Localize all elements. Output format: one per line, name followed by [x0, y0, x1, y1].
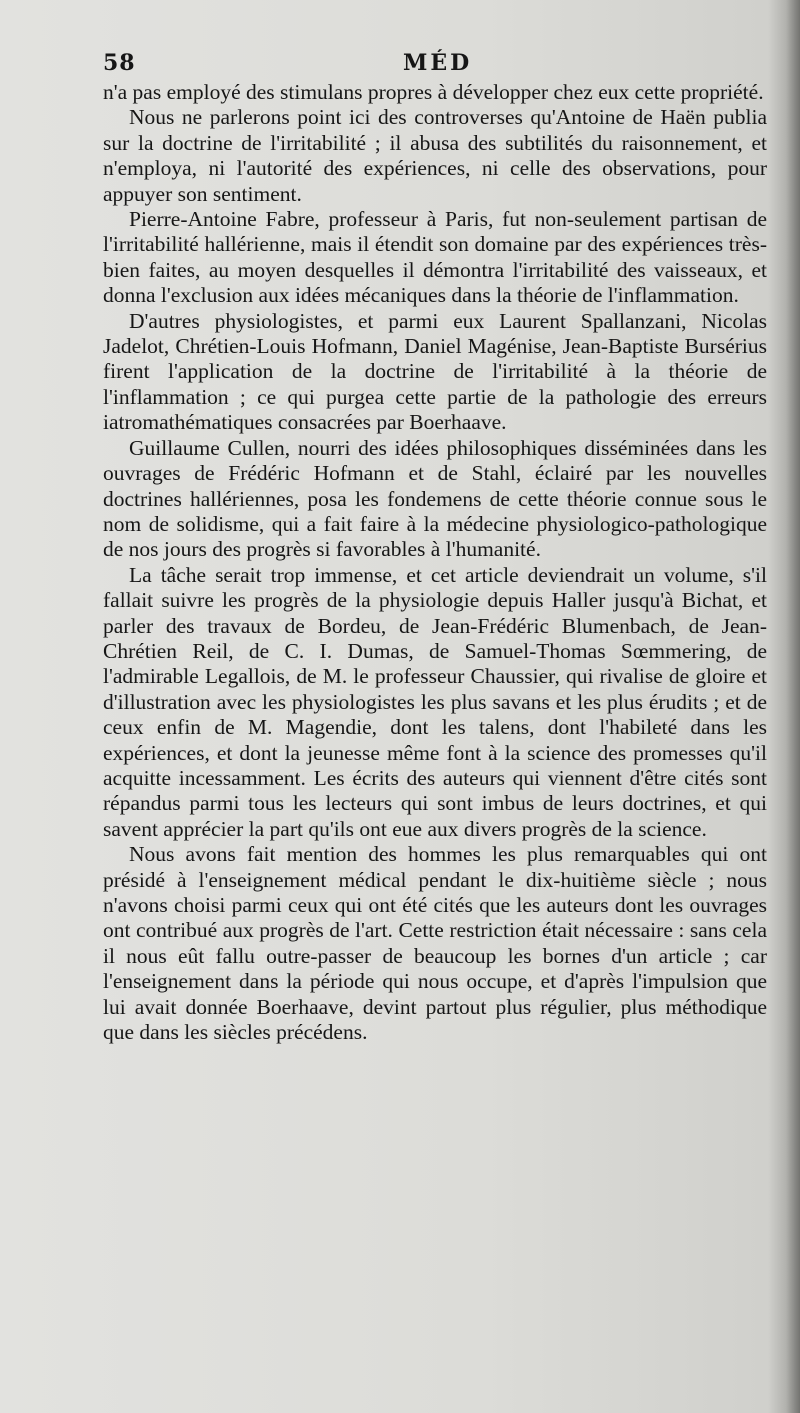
body-text: [103, 80, 767, 1045]
paragraph: Nous ne parlerons point ici des controverses qu'Antoine de Haën publia sur la doctrine de l'irritabilité ; il abusa des subtilités du raisonnement, et n'employa, ni l'autorité des expériences, ni celle des observations, pour appuyer son sentiment.: [103, 105, 767, 206]
page-number: 58: [103, 50, 136, 76]
paragraph: D'autres physiologistes, et parmi eux Laurent Spallanzani, Nicolas Jadelot, Chrétien-Louis Hofmann, Daniel Magénise, Jean-Baptiste Bursérius firent l'application de la doctrine de l'irritabilité à la théorie de l'inflammation ; ce qui purgea cette partie de la pathologie des erreurs iatromathématiques consacrées par Boerhaave.: [103, 308, 767, 435]
running-head: MÉD: [403, 50, 473, 76]
page-header: [103, 50, 768, 82]
paragraph: Nous avons fait mention des hommes les plus remarquables qui ont présidé à l'enseignement médical pendant le dix-huitième siècle ; nous n'avons choisi parmi ceux qui ont été cités que les auteurs dont les ouvrages ont contribué aux progrès de l'art. Cette restriction était nécessaire : sans cela il nous eût fallu outre-passer de beaucoup les bornes d'un article ; car l'enseignement dans la période qui nous occupe, et d'après l'impulsion que lui avait donnée Boerhaave, devint partout plus régulier, plus méthodique que dans les siècles précédens.: [103, 842, 767, 1045]
paragraph: Guillaume Cullen, nourri des idées philosophiques disséminées dans les ouvrages de Frédéric Hofmann et de Stahl, éclairé par les nouvelles doctrines hallériennes, posa les fondemens de cette théorie connue sous le nom de solidisme, qui a fait faire à la médecine physiologico-pathologique de nos jours des progrès si favorables à l'humanité.: [103, 435, 767, 562]
paragraph: n'a pas employé des stimulans propres à développer chez eux cette propriété.: [103, 80, 764, 104]
page-edge-shadow: [786, 0, 800, 1413]
paragraph: Pierre-Antoine Fabre, professeur à Paris, fut non-seulement partisan de l'irritabilité hallérienne, mais il étendit son domaine par des expériences très-bien faites, au moyen desquelles il démontra l'irritabilité des vaisseaux, et donna l'exclusion aux idées mécaniques dans la théorie de l'inflammation.: [103, 207, 767, 308]
paragraph: La tâche serait trop immense, et cet article deviendrait un volume, s'il fallait suivre les progrès de la physiologie depuis Haller jusqu'à Bichat, et parler des travaux de Bordeu, de Jean-Frédéric Blumenbach, de Jean-Chrétien Reil, de C. I. Dumas, de Samuel-Thomas Sœmmering, de l'admirable Legallois, de M. le professeur Chaussier, qui rivalise de gloire et d'illustration avec les physiologistes les plus savans et les plus érudits ; et de ceux enfin de M. Magendie, dont les talens, dont l'habileté dans les expériences, et dont la jeunesse même font à la science des promesses qu'il acquitte incessamment. Les écrits des auteurs qui viennent d'être cités sont répandus parmi tous les lecteurs qui sont imbus de leurs doctrines, et qui savent apprécier la part qu'ils ont eue aux divers progrès de la science.: [103, 562, 767, 841]
